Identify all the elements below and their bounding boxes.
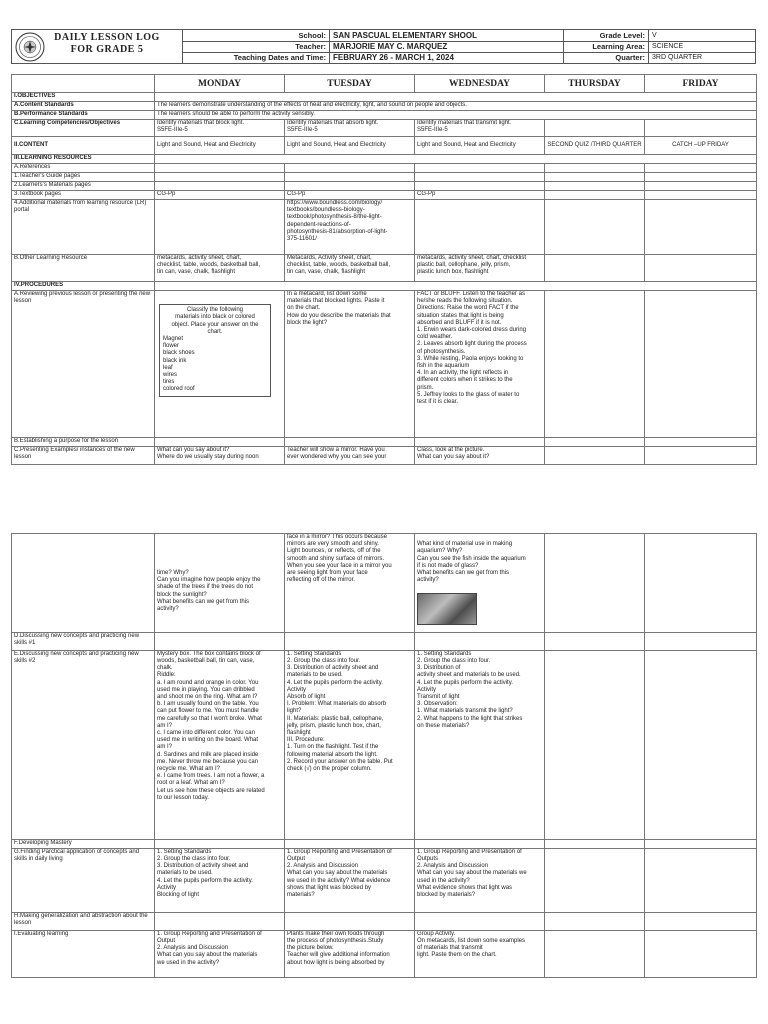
cell-text: Light and Sound, Heat and Electricity	[415, 137, 545, 155]
cell-text: time? Why? Can you imagine how people enjoy the shade of the trees if the trees do not block the sunlight? What benefits can we get from this activity?	[155, 534, 285, 633]
row-label: III.LEARNING RESOURCES	[12, 155, 155, 164]
grade-value: V	[652, 32, 657, 39]
cell-text: 1. Group Reporting and Presentation of Output 2. Analysis and Discussion What can you say about the materials we used in the activity?	[155, 930, 285, 977]
teacher-label: Teacher:	[295, 42, 326, 51]
row-label: H.Making generalization and abstraction about the lesson	[12, 912, 155, 930]
row-label: C.Learning Competencies/Objectives	[12, 120, 155, 137]
row-label: A.Content Standards	[12, 102, 155, 111]
cell-text: Metacards, Activity sheet, chart, checklist, table, woods, basketball ball, tin can, vase, chalk, flashlight	[285, 255, 415, 282]
classify-box: Classify the following materials into black or colored object. Place your answer on the chart. Magnet flower black shoes black ink leaf wires tires colored roof	[159, 304, 271, 396]
cell-text: CATCH –UP FRIDAY	[645, 137, 757, 155]
cell-text: CG-Pp	[285, 191, 415, 200]
dates-value: FEBRUARY 26 - MARCH 1, 2024	[333, 53, 454, 62]
cell-text: Group Activity. On metacards, list down some examples of materials that transmit light. Paste them on the chart.	[415, 930, 545, 977]
row-label: I.OBJECTIVES	[12, 93, 155, 102]
aquarium-picture	[417, 593, 477, 625]
area-label: Learning Area:	[592, 42, 645, 51]
row-label: E.Discussing new concepts and practicing new skills #2	[12, 650, 155, 839]
log-title: DAILY LESSON LOG FOR GRADE 5	[54, 32, 160, 55]
row-label: B.Establishing a purpose for the lesson	[12, 438, 155, 447]
teacher-value: MARJORIE MAY C. MARQUEZ	[333, 42, 448, 51]
dates-label: Teaching Dates and Time:	[233, 53, 326, 62]
table-row	[12, 191, 757, 200]
cell-text: Identify materials that block light. S5FE-IIIe-5	[155, 120, 285, 137]
table-row	[12, 137, 757, 155]
cell-text: Class, look at the picture. What can you say about it?	[415, 447, 545, 465]
grade-label: Grade Level:	[599, 31, 645, 40]
table-row	[12, 632, 757, 650]
day-monday: MONDAY	[155, 75, 285, 93]
cell-text: 1. Setting Standards 2. Group the class into four. 3. Distribution of activity sheet and materials to be used. 4. Let the pupils perform the activity. Activity Transmit of light 3. Observation: 1. What materials transmit the light? 2. What happens to the light that strikes on these materials?	[415, 650, 545, 839]
cell-text: CG-Pp	[155, 191, 285, 200]
row-label: D.Discussing new concepts and practicing new skills #1	[12, 632, 155, 650]
cell-text: 1. Group Reporting and Presentation of Output 2. Analysis and Discussion What can you say about the materials we used in the activity? What evidence shows that light was blocked by materials?	[285, 848, 415, 912]
content-standards-text: The learners demonstrate understanding of the effects of heat and electricity, light, and sound on people and objects.	[155, 102, 757, 111]
day-friday: FRIDAY	[645, 75, 757, 93]
table-row	[12, 102, 757, 111]
table-row	[12, 839, 757, 848]
table-row	[12, 182, 757, 191]
cell-text: Identify materials that absorb light. S5FE-IIIe-5	[285, 120, 415, 137]
cell-text: metacards, activity sheet, chart, checklist, table, woods, basketball ball, tin can, vase, chalk, flashlight	[155, 255, 285, 282]
cell-text: Mystery box. The box contains block of woods, basketball ball, tin can, vase, chalk. Riddle: a. I am round and orange in color. You used me in playing. You can dribbled and shoot me on the ring. What am I? b. I am usually found on the table. You can put flower to me. You must handle me carefully so that I won't broke. What am I? c. I came into different color. You can used me in writing on the board. What am I? d. Sardines and milk are placed inside me. Never throw me because you can recycle me. What am I? e. I came from trees. I am not a flower, a root or a leaf. What am I? Let us see how these objects are related to our lesson today.	[155, 650, 285, 839]
cell-text: Light and Sound, Heat and Electricity	[285, 137, 415, 155]
school-value: SAN PASCUAL ELEMENTARY SHOOL	[333, 31, 478, 40]
table-row	[12, 930, 757, 977]
area-value: SCIENCE	[652, 43, 684, 50]
row-label: I.Evaluating learning	[12, 930, 155, 977]
table-row	[12, 200, 757, 255]
cell-text: 1. Group Reporting and Presentation of Outputs 2. Analysis and Discussion What can you say about the materials we used in the activity? What evidence shows that light was blocked by materials?	[415, 848, 545, 912]
header-block	[11, 29, 756, 64]
cell-text: Light and Sound, Heat and Electricity	[155, 137, 285, 155]
quarter-value: 3RD QUARTER	[652, 54, 703, 61]
table-row	[12, 438, 757, 447]
row-label: A.References	[12, 164, 155, 173]
row-label: G.Finding Parctical application of concepts and skills in daily living	[12, 848, 155, 912]
cell-text: https://www.boundless.com/biology/ textbooks/boundless-biology- textbook/photosynthesis-8/the-light- dependent-reactions-of- photosynthesis-81/absorption-of-light- 375-11601/	[285, 200, 415, 255]
row-label: II.CONTENT	[12, 137, 155, 155]
cell-text: In a metacard, list down some materials that blocked lights. Paste it on the chart. How do you describe the materials that block the light?	[285, 291, 415, 438]
table-row	[12, 848, 757, 912]
table-row	[12, 93, 757, 102]
cell-text: Identify materials that transmit light. S5FE-IIIe-5	[415, 120, 545, 137]
table-row	[12, 111, 757, 120]
row-label: C.Presenting Examples/ instances of the new lesson	[12, 447, 155, 465]
row-label: B.Performance Standards	[12, 111, 155, 120]
table-row	[12, 255, 757, 282]
cell-text	[155, 291, 285, 438]
quarter-label: Quarter:	[615, 53, 645, 62]
cell-text: CG-Pp	[415, 191, 545, 200]
school-label: School:	[298, 31, 326, 40]
cell-text: What kind of material use in making aquarium? Why? Can you see the fish inside the aquarium if is not made of glass? What benefits can we get from this activity?	[415, 534, 545, 633]
day-wednesday: WEDNESDAY	[415, 75, 545, 93]
row-label: B.Other Learning Resource	[12, 255, 155, 282]
day-header-row	[12, 75, 757, 93]
table-row	[12, 912, 757, 930]
table-row	[12, 120, 757, 137]
cell-text: SECOND QUIZ /THIRD QUARTER	[545, 137, 645, 155]
lesson-table-page2	[11, 533, 757, 978]
corner-cell	[12, 75, 155, 93]
cell-text: 1. Setting Standards 2. Group the class into four. 3. Distribution of activity sheet and materials to be used. 4. Let the pupils perform the activity. Activity Absorb of light I. Problem: What materials do absorb light? II. Materials: plastic ball, cellophane, jelly, prism, plastic lunch box, chart, flashlight III. Procedure: 1. Turn on the flashlight. Test if the following material absorb the light. 2. Record your answer on the table. Put check (√) on the proper column.	[285, 650, 415, 839]
row-label: 3.Textbook pages	[12, 191, 155, 200]
cell-text: metacards, activity sheet, chart, checklist plastic ball, cellophane, jelly, prism, plastic lunch box, flashlight	[415, 255, 545, 282]
table-row	[12, 282, 757, 291]
cell-text: FACT or BLUFF. Listen to the teacher as he/she reads the following situation. Directions: Raise the word FACT if the situation states that light is being absorbed and BLUFF if it is not. 1. Erwin wears dark-colored dress during cold weather. 2. Leaves absorb light during the process of photosynthesis. 3. While resting, Paola enjoys looking to fish in the aquarium 4. In an activity, the light reflects in different colors when it strikes to the prism. 5. Jeffrey looks to the glass of water to test if it is clear.	[415, 291, 545, 438]
cell-text: What can you say about it? Where do we usually stay during noon	[155, 447, 285, 465]
row-label: IV.PROCEDURES	[12, 282, 155, 291]
cell-text: Teacher will show a mirror. Have you ever wondered why you can see your	[285, 447, 415, 465]
row-label: 4.Additional materials from learning resource (LR) portal	[12, 200, 155, 255]
table-row	[12, 650, 757, 839]
table-row	[12, 155, 757, 164]
table-row	[12, 534, 757, 633]
deped-seal-icon	[15, 32, 45, 62]
table-row	[12, 164, 757, 173]
row-label: 1.Teacher's Guide pages	[12, 173, 155, 182]
day-thursday: THURSDAY	[545, 75, 645, 93]
day-tuesday: TUESDAY	[285, 75, 415, 93]
cell-text: Plants make their own foods through the process of photosynthesis.Study the picture below. Teacher will give additional information about how light is being absorbed by	[285, 930, 415, 977]
cell-text: face in a mirror? This occurs because mirrors are very smooth and shiny. Light bounces, or reflects, off of the smooth and shiny surface of mirrors. When you see your face in a mirror you are seeing light from your face reflecting off of the mirror.	[285, 534, 415, 633]
row-label: 2.Learners's Materials pages	[12, 182, 155, 191]
row-label: A.Reviewing previous lesson or presenting the new lesson	[12, 291, 155, 438]
table-row	[12, 173, 757, 182]
table-row	[12, 291, 757, 438]
cell-text: 1. Setting Standards 2. Group the class into four. 3. Distribution of activity sheet and materials to be used. 4. Let the pupils perform the activity. Activity Blocking of light	[155, 848, 285, 912]
table-row	[12, 447, 757, 465]
lesson-table-page1	[11, 74, 757, 465]
row-label: F.Developing Mastery	[12, 839, 155, 848]
performance-standards-text: The learners should be able to perform the activity sensibly.	[155, 111, 757, 120]
